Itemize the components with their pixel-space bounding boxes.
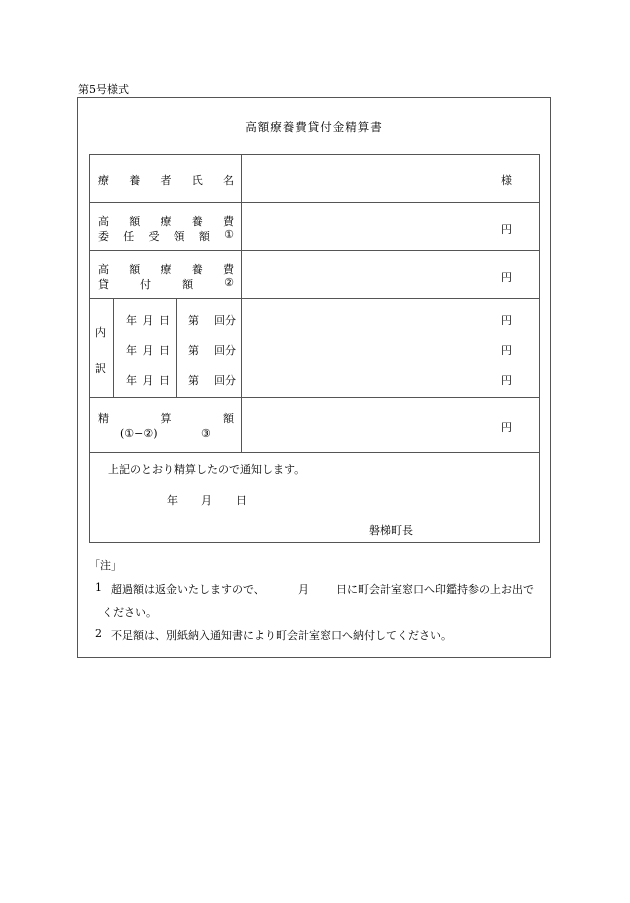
consigned-label-line2: 委 任 受 領 額 ①: [98, 228, 234, 243]
breakdown-date: 年 月 日: [126, 344, 170, 357]
settlement-unit: 円: [501, 421, 512, 434]
note-text-continued: ください。: [102, 606, 157, 619]
breakdown-count-suffix: 回分: [214, 344, 236, 357]
loan-label-line2: 貸 付 額 ②: [98, 276, 234, 291]
notice-date-year: 年: [167, 494, 178, 507]
breakdown-count-prefix: 第: [188, 314, 199, 327]
breakdown-count-prefix: 第: [188, 374, 199, 387]
note-text: 日に町会計室窓口へ印鑑持参の上お出で: [336, 583, 534, 596]
loan-label-line1: 高 額 療 養 費: [98, 263, 234, 276]
settlement-table: [89, 154, 540, 543]
breakdown-label-char: 内: [95, 326, 106, 339]
breakdown-count-prefix: 第: [188, 344, 199, 357]
document-title: 高額療養費貸付金精算書: [245, 120, 383, 134]
breakdown-count-suffix: 回分: [214, 374, 236, 387]
column-divider: [241, 155, 242, 452]
settlement-formula: (①−②): [120, 427, 158, 440]
breakdown-unit: 円: [501, 374, 512, 387]
breakdown-divider: [113, 298, 114, 397]
note-number: 2: [95, 627, 102, 640]
breakdown-date: 年 月 日: [126, 374, 170, 387]
row-divider: [90, 202, 539, 203]
notes-heading: 「注」: [89, 559, 122, 572]
note-number: 1: [95, 581, 102, 594]
breakdown-unit: 円: [501, 344, 512, 357]
note-month: 月: [298, 583, 309, 596]
notice-date-day: 日: [236, 494, 247, 507]
breakdown-unit: 円: [501, 314, 512, 327]
issuer: 磐梯町長: [369, 524, 413, 537]
breakdown-label-char: 訳: [95, 362, 106, 375]
form-number: 第5号様式: [78, 83, 129, 96]
settlement-mark: ③: [201, 427, 211, 440]
patient-name-label: 療 養 者 氏 名: [98, 174, 234, 187]
loan-unit: 円: [501, 271, 512, 284]
note-text: 不足額は、別紙納入通知書により町会計室窓口へ納付してください。: [111, 629, 452, 642]
patient-name-suffix: 様: [501, 174, 512, 187]
notice-text: 上記のとおり精算したので通知します。: [108, 463, 306, 476]
row-divider: [90, 452, 539, 453]
row-divider: [90, 250, 539, 251]
consigned-unit: 円: [501, 223, 512, 236]
notice-date-month: 月: [201, 494, 212, 507]
consigned-label-line1: 高 額 療 養 費: [98, 215, 234, 228]
note-text: 超過額は返金いたしますので、: [111, 583, 265, 596]
breakdown-date: 年 月 日: [126, 314, 170, 327]
settlement-label: 精 算 額: [98, 412, 234, 425]
breakdown-divider: [176, 298, 177, 397]
breakdown-count-suffix: 回分: [214, 314, 236, 327]
row-divider: [90, 397, 539, 398]
row-divider: [90, 298, 539, 299]
